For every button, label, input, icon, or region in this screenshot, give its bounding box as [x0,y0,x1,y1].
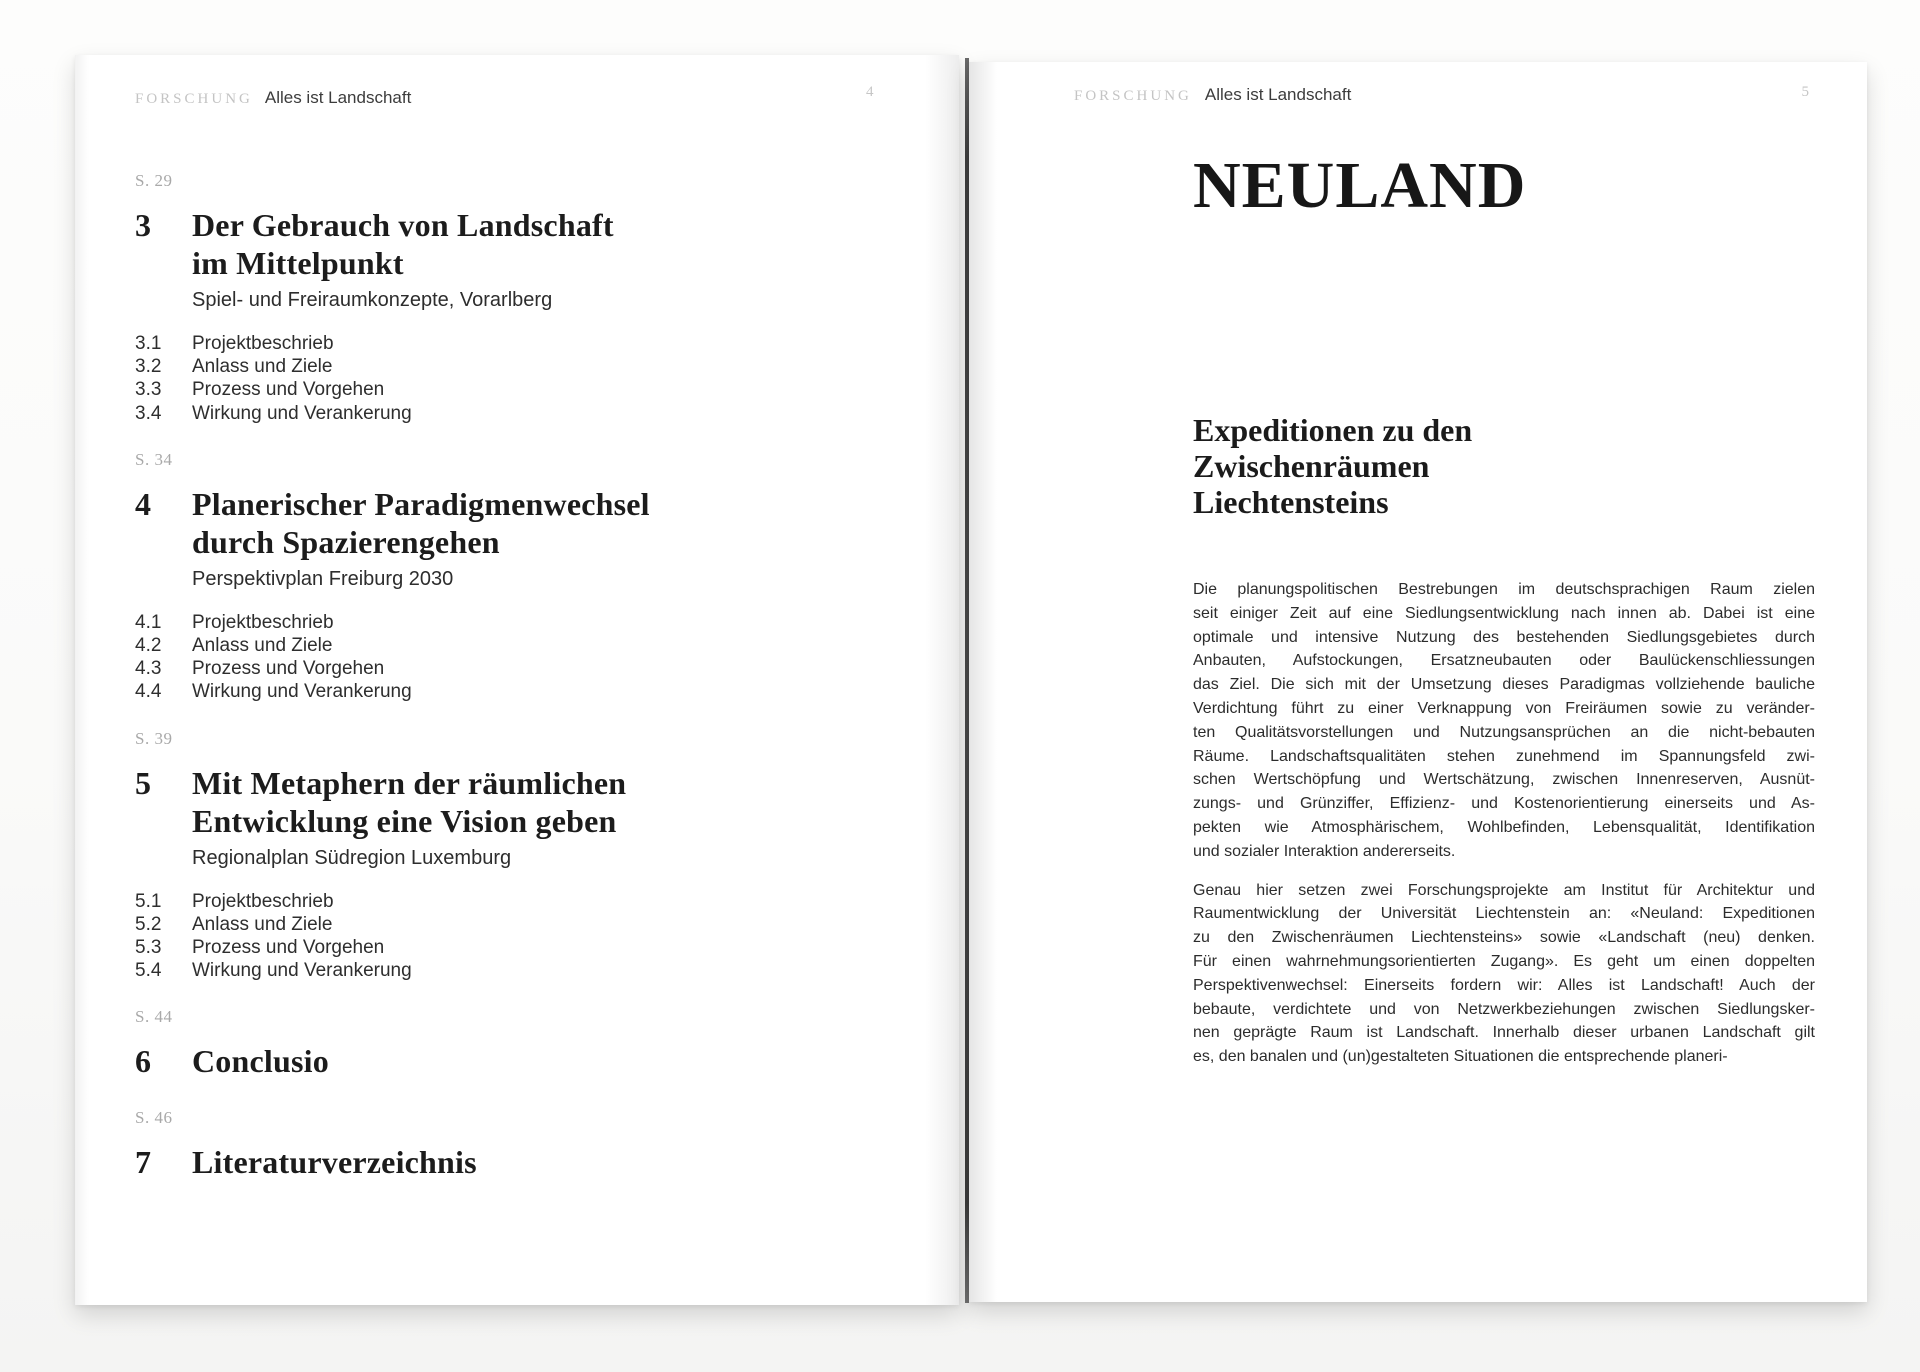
toc-item-label: Wirkung und Verankerung [192,960,412,982]
article-text-line: Die planungspolitischen Bestrebungen im deutschsprachigen Raum zielen [1193,581,1815,598]
toc-section-heading [135,485,905,561]
article-text-line: und sozialer Interaktion andererseits. [1193,842,1456,860]
toc-item [135,634,905,657]
article-text-line: Verdichtung führt zu einer Verknappung von Freiräumen sowie zu veränder- [1193,699,1815,717]
toc-item-label: Wirkung und Verankerung [192,402,412,424]
toc-item [135,890,905,913]
toc-item-label: Anlass und Ziele [192,356,333,378]
toc-title-line: durch Spazierengehen [192,523,500,560]
toc-page-ref: S. 46 [135,1108,173,1128]
toc-section-title [192,206,614,282]
article-subtitle [1193,412,1815,520]
article-text-line: optimale und intensive Nutzung des bestehenden Siedlungsgebietes durch [1193,628,1815,646]
toc-item [135,402,905,425]
article-text-line: Räume. Landschaftsqualitäten stehen zunehmend im Spannungsfeld zwi- [1193,747,1815,765]
article-text-line: Perspektivenwechsel: Einerseits fordern wir: Alles ist Landschaft! Auch der [1193,976,1815,994]
toc-section-items [135,611,905,704]
toc-section-number: 5 [135,764,152,801]
toc-item-number: 5.1 [135,890,162,912]
toc-section-subtitle: Perspektivplan Freiburg 2030 [192,567,454,590]
toc-title-line: Conclusio [192,1043,329,1080]
right-header-kicker: FORSCHUNG [1074,88,1192,104]
toc-section-number: 3 [135,207,152,243]
toc-item-number: 3.1 [135,333,162,354]
toc-item-label: Projektbeschrieb [192,611,334,633]
toc-page-ref: S. 44 [135,1007,173,1027]
toc-item-number: 5.2 [135,913,162,935]
left-header-title: Alles ist Landschaft [264,88,412,107]
table-of-contents [135,170,905,1208]
toc-title-line: Literaturverzeichnis [192,1144,477,1181]
article-text-line: es, den banalen und (un)gestalteten Situationen die entsprechende planeri- [1193,1048,1728,1066]
toc-section [135,1107,905,1181]
toc-title-line: Entwicklung eine Vision geben [192,802,617,839]
toc-item-number: 4.1 [135,611,162,633]
article-text-line: nen geprägte Raum ist Landschaft. Innerhalb dieser urbanen Landschaft gilt [1193,1024,1815,1042]
article-subtitle-line: Liechtensteins [1193,484,1389,520]
toc-section-heading [135,764,905,840]
toc-item-number: 3.4 [135,402,162,424]
toc-section-title [192,764,626,840]
article-title: NEULAND [1193,149,1527,222]
article-text-line: Für einen wahrnehmungsorientierten Zugang». Es geht um einen doppelten [1193,952,1815,970]
toc-item-label: Prozess und Vorgehen [192,658,385,680]
toc-item [135,913,905,936]
toc-item [135,680,905,703]
toc-item [135,959,905,982]
toc-section-items [135,890,905,983]
right-page [969,62,1867,1302]
toc-page-ref: S. 29 [135,171,173,190]
toc-section [135,170,905,425]
article-text-line: Anbauten, Aufstockungen, Ersatzneubauten oder Baulückenschliessungen [1193,652,1815,670]
toc-section-title [192,1042,329,1080]
toc-section-subtitle: Spiel- und Freiraumkonzepte, Vorarlberg [192,289,553,311]
toc-item [135,332,905,355]
toc-section-items [135,332,905,425]
article [1193,62,1815,1069]
toc-section-number: 6 [135,1043,152,1080]
toc-item-number: 5.4 [135,960,162,982]
toc-section-heading [135,1143,905,1181]
toc-page-ref: S. 39 [135,728,173,748]
toc-section-number: 7 [135,1144,152,1181]
toc-section-heading [135,1042,905,1080]
toc-section-title [192,485,650,561]
toc-section-number: 4 [135,485,152,522]
left-running-head [135,88,411,108]
toc-item-label: Anlass und Ziele [192,913,333,935]
toc-item-label: Prozess und Vorgehen [192,379,385,401]
toc-title-line: im Mittelpunkt [192,245,404,281]
article-text-line: ten Qualitätsvorstellungen und Nutzungsansprüchen an die nicht-bebauten [1193,723,1815,741]
article-paragraph [1193,879,1815,1069]
article-text-line: schen Wertschöpfung und Wertschätzung, zwischen Innenreserven, Ausnüt- [1193,771,1815,789]
toc-section [135,728,905,983]
left-page-number: 4 [866,84,874,100]
article-body [1193,578,1815,1069]
toc-page-ref: S. 34 [135,449,173,469]
toc-item-label: Wirkung und Verankerung [192,681,412,703]
toc-section [135,449,905,704]
article-paragraph [1193,578,1815,864]
toc-item [135,611,905,634]
toc-section-subtitle: Regionalplan Südregion Luxemburg [192,846,512,869]
toc-item [135,657,905,680]
toc-item-number: 3.3 [135,379,162,401]
toc-item-number: 3.2 [135,356,162,378]
toc-item-label: Projektbeschrieb [192,333,334,354]
toc-section [135,1006,905,1080]
toc-title-line: Mit Metaphern der räumlichen [192,764,627,801]
toc-item-label: Anlass und Ziele [192,635,333,657]
toc-title-line: Planerischer Paradigmenwechsel [192,485,650,522]
article-subtitle-line: Expeditionen zu den [1193,412,1473,448]
right-header-title: Alles ist Landschaft [1204,85,1352,104]
left-header-kicker: FORSCHUNG [135,91,253,107]
article-text-line: zu den Zwischenräumen Liechtensteins» sowie «Landschaft (neu) denken. [1193,929,1815,947]
article-text-line: Genau hier setzen zwei Forschungsprojekte am Institut für Architektur und [1193,881,1815,899]
toc-item-label: Projektbeschrieb [192,890,334,912]
article-text-line: das Ziel. Die sich mit der Umsetzung dieses Paradigmas vollziehende bauliche [1193,676,1815,694]
article-text-line: bebaute, verdichtete und von Netzwerkbeziehungen zwischen Siedlungsker- [1193,1000,1815,1018]
right-page-number: 5 [1801,84,1809,100]
article-text-line: pekten wie Atmosphärischem, Wohlbefinden, Lebensqualität, Identifikation [1193,818,1815,836]
toc-item [135,936,905,959]
left-page [75,55,959,1305]
toc-item-label: Prozess und Vorgehen [192,937,385,959]
toc-section-heading [135,206,905,282]
toc-item-number: 4.4 [135,681,162,703]
toc-item [135,378,905,401]
article-text-line: seit einiger Zeit auf eine Siedlungsentwicklung nach innen ab. Dabei ist eine [1193,604,1815,622]
toc-item-number: 5.3 [135,937,162,959]
toc-section-title [192,1143,477,1181]
toc-item [135,355,905,378]
toc-title-line: Der Gebrauch von Landschaft [192,207,614,243]
article-subtitle-line: Zwischenräumen [1193,448,1430,484]
article-text-line: zungs- und Grünziffer, Effizienz- und Kostenorientierung einerseits und As- [1193,795,1815,813]
toc-item-number: 4.3 [135,658,162,680]
toc-item-number: 4.2 [135,635,162,657]
article-text-line: Raumentwicklung der Universität Liechtenstein an: «Neuland: Expeditionen [1193,905,1815,923]
